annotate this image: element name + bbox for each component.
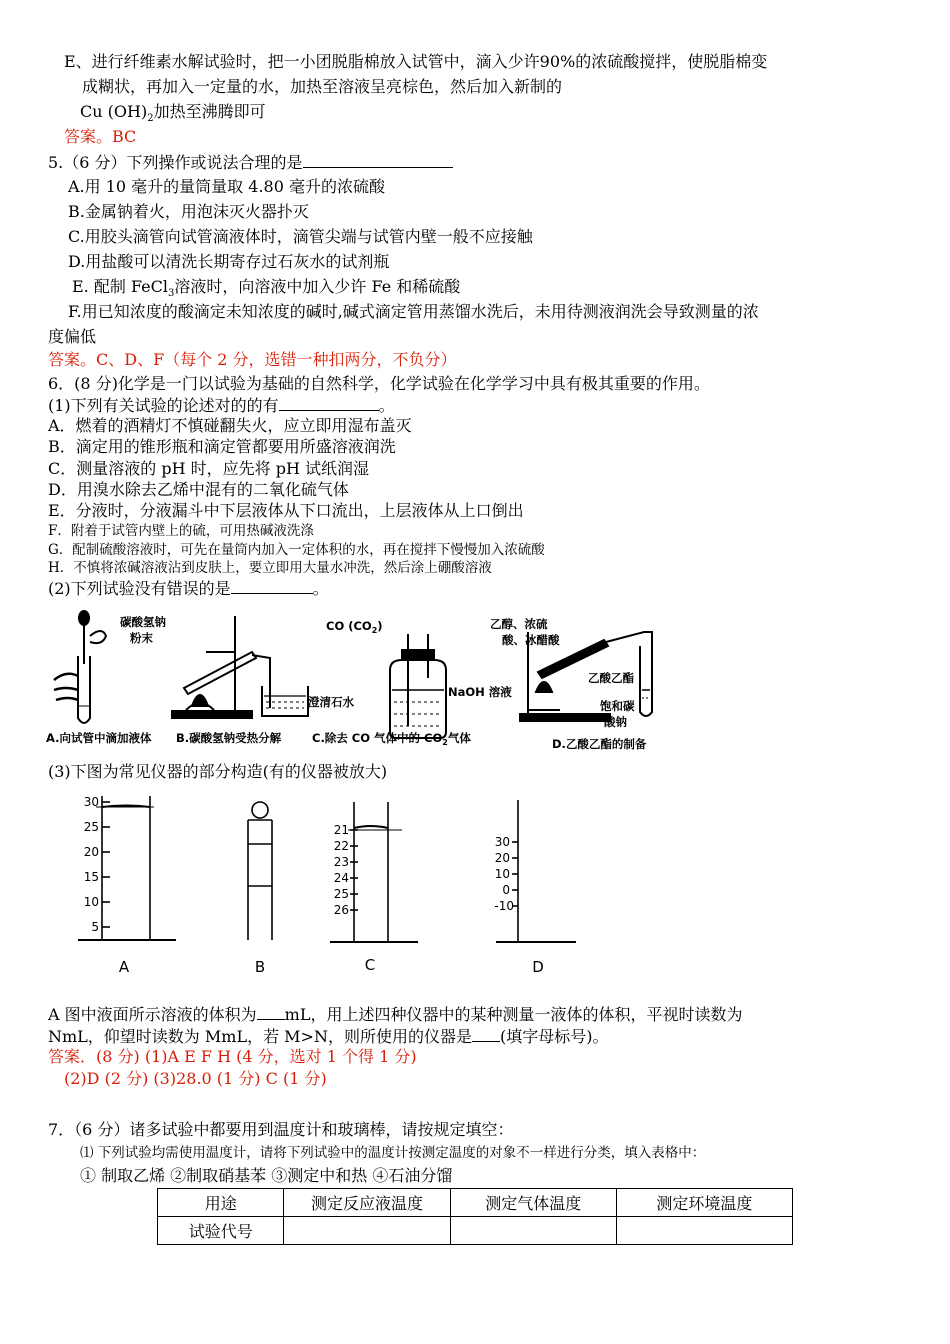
q5-option-a: A.用 10 毫升的量筒量取 4.80 毫升的浓硫酸 xyxy=(68,177,385,196)
q5-option-c: C.用胶头滴管向试管滴液体时，滴管尖端与试管内壁一般不应接触 xyxy=(68,227,533,246)
tick-c-24: 24 xyxy=(333,871,349,885)
caption-b: B.碳酸氢钠受热分解 xyxy=(176,731,282,745)
tick-a-15: 15 xyxy=(83,870,99,884)
answer-blank xyxy=(279,395,379,411)
caption-d: D.乙酸乙酯的制备 xyxy=(552,737,647,751)
tick-d-minus10: -10 xyxy=(494,899,514,913)
text: (2)下列试验没有错误的是 xyxy=(48,579,231,598)
answer-blank xyxy=(231,578,313,594)
label-instrument-d: D xyxy=(532,958,544,976)
text: mL，用上述四种仪器中的某种测量一液体的体积，平视时读数为 xyxy=(284,1005,743,1024)
answer-blank xyxy=(303,152,453,168)
q6-option-a: A．燃着的酒精灯不慎碰翻失火，应立即用湿布盖灭 xyxy=(48,416,412,435)
q7-sub1: ⑴ 下列试验均需使用温度计，请将下列试验中的温度计按测定温度的对象不一样进行分类，填入表格中： xyxy=(80,1145,706,1161)
text: ) xyxy=(377,619,383,633)
q5-option-f-line1: F.用已知浓度的酸滴定未知浓度的碱时,碱式滴定管用蒸馏水洗后，未用待测液润洗会导致测量的浓 xyxy=(68,302,759,321)
label-saturated-1: 饱和碳 xyxy=(600,699,635,713)
tick-c-25: 25 xyxy=(333,887,349,901)
text: 。 xyxy=(312,579,329,598)
tick-c-22: 22 xyxy=(333,839,349,853)
subscript: 2 xyxy=(147,113,154,125)
label-instrument-a: A xyxy=(118,958,130,976)
q6-option-g: G．配制硫酸溶液时，可先在量筒内加入一定体积的水，再在搅拌下慢慢加入浓硫酸 xyxy=(48,542,545,558)
label-reagents-2: 酸、冰醋酸 xyxy=(502,633,560,647)
tick-a-30: 30 xyxy=(83,795,99,809)
q5-option-d: D.用盐酸可以清洗长期寄存过石灰水的试剂瓶 xyxy=(68,252,390,271)
q5-option-b: B.金属钠着火，用泡沫灭火器扑灭 xyxy=(68,202,309,221)
q5-option-e xyxy=(72,277,460,304)
q6-part1 xyxy=(48,395,395,416)
q6-part2 xyxy=(48,578,329,599)
header-gas-temp: 测定气体温度 xyxy=(450,1189,616,1217)
tick-a-5: 5 xyxy=(91,920,99,934)
apparatus-figure xyxy=(44,606,684,754)
q5-answer: 答案。C、D、F（每个 2 分，选错一种扣两分，不负分） xyxy=(48,350,457,369)
text: 。 xyxy=(378,396,395,415)
caption-a: A.向试管中滴加液体 xyxy=(46,731,152,745)
answer-cell-reaction-liquid[interactable] xyxy=(284,1217,450,1245)
text: C.除去 CO 气体中的 CO xyxy=(312,731,443,745)
subscript: 2 xyxy=(442,738,448,747)
q6-option-d: D．用溴水除去乙烯中混有的二氧化硫气体 xyxy=(48,480,349,499)
text: (1)下列有关试验的论述对的的有 xyxy=(48,396,279,415)
label-saturated-2: 酸钠 xyxy=(604,715,627,729)
q6-answer-line1: 答案．(8 分) (1)A E F H (4 分，选对 1 个得 1 分) xyxy=(48,1047,417,1066)
q5-stem xyxy=(48,152,453,173)
label-ethyl-acetate: 乙酸乙酯 xyxy=(588,671,634,685)
label-naoh: NaOH 溶液 xyxy=(448,685,512,699)
q7-classification-table xyxy=(157,1188,793,1245)
answer-cell-ambient[interactable] xyxy=(616,1217,792,1245)
instruments-figure xyxy=(76,792,596,978)
tick-d-10: 10 xyxy=(494,867,510,881)
q7-stem: 7．（6 分）诸多试验中都要用到温度计和玻璃棒，请按规定填空： xyxy=(48,1120,514,1139)
answer-blank xyxy=(472,1026,500,1042)
row-label-experiment-code: 试验代号 xyxy=(158,1217,284,1245)
q6-option-h: H．不慎将浓碱溶液沾到皮肤上，要立即用大量水冲洗，然后涂上硼酸溶液 xyxy=(48,560,492,576)
tick-d-20: 20 xyxy=(494,851,510,865)
tick-a-10: 10 xyxy=(83,895,99,909)
apparatus-b-heating xyxy=(172,616,308,718)
text: E. 配制 FeCl xyxy=(72,277,168,296)
label-sodium-bicarbonate: 碳酸氢钠 xyxy=(120,615,166,629)
header-usage: 用途 xyxy=(158,1189,284,1217)
label-limewater: 澄清石水 xyxy=(308,695,354,709)
q6-stem: 6．(8 分)化学是一门以试验为基础的自然科学，化学试验在化学学习中具有极其重要的作用。 xyxy=(48,374,710,393)
instrument-a-cylinder xyxy=(78,796,176,940)
tick-c-23: 23 xyxy=(333,855,349,869)
q6-answer-line2: (2)D (2 分) (3)28.0 (1 分) C (1 分) xyxy=(64,1069,327,1088)
q4-option-e-line1: E、进行纤维素水解试验时，把一小团脱脂棉放入试管中，滴入少许90%的浓硫酸搅拌，使脱脂棉变 xyxy=(64,52,768,71)
q4-option-e-line2: 成糊状，再加入一定量的水，加热至溶液呈亮棕色，然后加入新制的 xyxy=(82,77,563,96)
q6-option-e: E．分液时，分液漏斗中下层液体从下口流出，上层液体从上口倒出 xyxy=(48,501,524,520)
q6-part3: (3)下图为常见仪器的部分构造(有的仪器被放大) xyxy=(48,762,388,781)
q6-option-c: C．测量溶液的 pH 时，应先将 pH 试纸润湿 xyxy=(48,459,369,478)
header-ambient-temp: 测定环境温度 xyxy=(616,1189,792,1217)
caption-c xyxy=(312,731,471,747)
text: 5.（6 分）下列操作或说法合理的是 xyxy=(48,153,303,172)
text: A 图中液面所示溶液的体积为 xyxy=(48,1005,257,1024)
text: NmL，仰望时读数为 MmL，若 M>N，则所使用的仪器是 xyxy=(48,1027,472,1046)
tick-a-25: 25 xyxy=(83,820,99,834)
tick-c-21: 21 xyxy=(333,823,349,837)
label-instrument-b: B xyxy=(254,958,266,976)
text: 加热至沸腾即可 xyxy=(153,102,266,121)
subscript: 2 xyxy=(371,626,378,635)
text: 溶液时，向溶液中加入少许 Fe 和稀硫酸 xyxy=(174,277,461,296)
q7-items: ① 制取乙烯 ②制取硝基苯 ③测定中和热 ④石油分馏 xyxy=(80,1166,453,1185)
text: (填字母标号)。 xyxy=(499,1027,609,1046)
q6-part3-question-line1 xyxy=(48,1004,742,1025)
table-header-row xyxy=(158,1189,793,1217)
instrument-b-flask xyxy=(248,802,272,940)
label-co-co2 xyxy=(326,619,383,635)
q6-option-b: B．滴定用的锥形瓶和滴定管都要用所盛溶液润洗 xyxy=(48,437,396,456)
q4-option-e-line3 xyxy=(80,102,266,129)
tick-a-20: 20 xyxy=(83,845,99,859)
answer-cell-gas[interactable] xyxy=(450,1217,616,1245)
tick-c-26: 26 xyxy=(333,903,349,917)
label-instrument-c: C xyxy=(364,956,376,974)
apparatus-c-wash-bottle xyxy=(390,634,446,738)
subscript: 3 xyxy=(168,288,175,300)
header-reaction-liquid-temp: 测定反应液温度 xyxy=(284,1189,450,1217)
tick-d-0: 0 xyxy=(502,883,510,897)
q6-part3-question-line2 xyxy=(48,1026,608,1047)
apparatus-a-dropper-tube xyxy=(54,611,106,723)
text: CO (CO xyxy=(326,619,372,633)
label-reagents-1: 乙醇、浓硫 xyxy=(490,617,548,631)
table-row xyxy=(158,1217,793,1245)
q6-option-f: F．附着于试管内壁上的硫，可用热碱液洗涤 xyxy=(48,523,314,539)
answer-blank xyxy=(257,1004,285,1020)
q4-answer: 答案。BC xyxy=(64,127,137,146)
q5-option-f-line2: 度偏低 xyxy=(48,327,97,346)
text: Cu (OH) xyxy=(80,102,148,121)
tick-d-30: 30 xyxy=(494,835,510,849)
label-powder: 粉末 xyxy=(130,631,153,645)
text: 气体 xyxy=(447,731,471,745)
